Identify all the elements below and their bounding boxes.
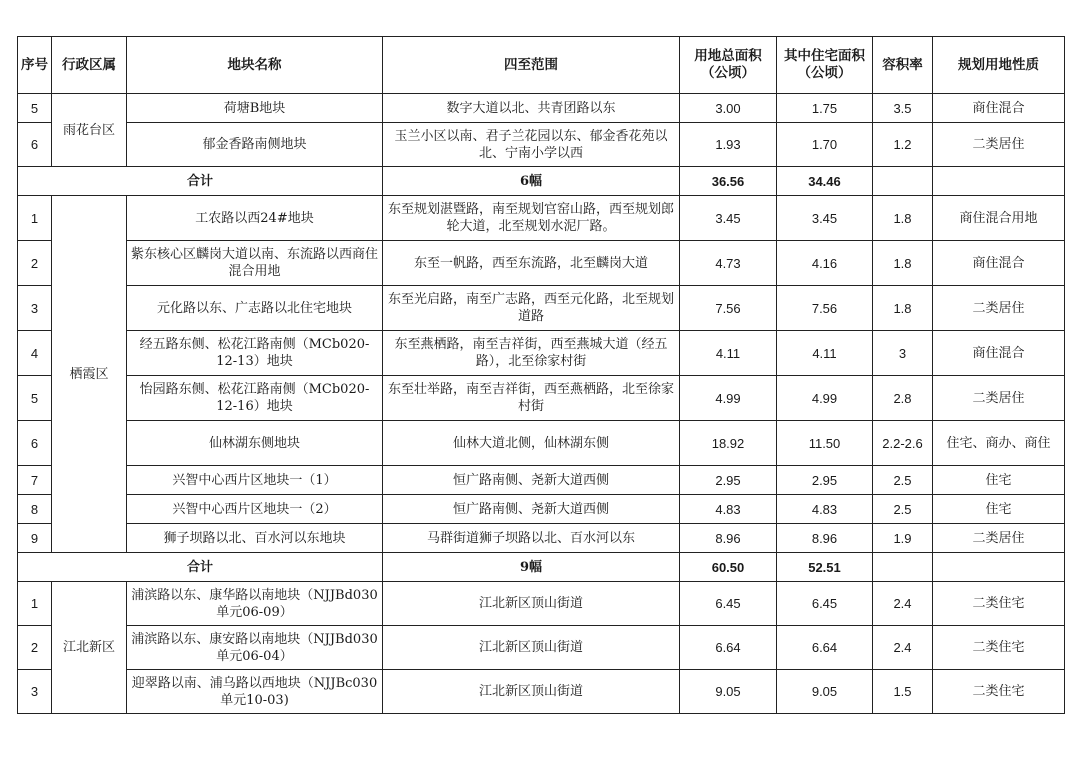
table-row [18, 466, 1065, 495]
floor-area-ratio: 3.5 [873, 94, 933, 123]
parcel-name: 狮子坝路以北、百水河以东地块 [127, 524, 383, 553]
subtotal-label: 合计 [18, 553, 383, 582]
land-use: 商住混合用地 [933, 196, 1065, 241]
land-use: 二类居住 [933, 524, 1065, 553]
residential-area: 3.45 [777, 196, 873, 241]
table-row [18, 286, 1065, 331]
subtotal-area: 36.56 [680, 167, 777, 196]
header-cell: 四至范围 [383, 37, 680, 94]
parcel-scope: 马群街道狮子坝路以北、百水河以东 [383, 524, 680, 553]
residential-area: 4.16 [777, 241, 873, 286]
parcel-scope: 仙林大道北侧，仙林湖东侧 [383, 421, 680, 466]
land-use: 住宅 [933, 495, 1065, 524]
table-row [18, 582, 1065, 626]
land-use: 二类住宅 [933, 582, 1065, 626]
residential-area: 4.99 [777, 376, 873, 421]
subtotal-area: 60.50 [680, 553, 777, 582]
land-use: 商住混合 [933, 241, 1065, 286]
parcel-name: 怡园路东侧、松花江路南侧（MCb020-12-16）地块 [127, 376, 383, 421]
parcel-scope: 江北新区顶山街道 [383, 626, 680, 670]
row-number: 8 [18, 495, 52, 524]
table-row [18, 670, 1065, 714]
table-row [18, 123, 1065, 167]
parcel-name: 郁金香路南侧地块 [127, 123, 383, 167]
row-number: 3 [18, 670, 52, 714]
row-number: 5 [18, 94, 52, 123]
land-use: 二类住宅 [933, 626, 1065, 670]
floor-area-ratio: 2.5 [873, 466, 933, 495]
parcel-name: 浦滨路以东、康安路以南地块（NJJBd030单元06-04） [127, 626, 383, 670]
row-number: 2 [18, 241, 52, 286]
empty-cell [873, 553, 933, 582]
residential-area: 6.64 [777, 626, 873, 670]
residential-area: 9.05 [777, 670, 873, 714]
row-number: 9 [18, 524, 52, 553]
subtotal-residential-area: 52.51 [777, 553, 873, 582]
floor-area-ratio: 2.4 [873, 582, 933, 626]
parcel-name: 迎翠路以南、浦乌路以西地块（NJJBc030单元10-03) [127, 670, 383, 714]
row-number: 2 [18, 626, 52, 670]
floor-area-ratio: 2.5 [873, 495, 933, 524]
residential-area: 8.96 [777, 524, 873, 553]
parcel-name: 工农路以西24#地块 [127, 196, 383, 241]
subtotal-label: 合计 [18, 167, 383, 196]
residential-area: 6.45 [777, 582, 873, 626]
parcel-scope: 恒广路南侧、尧新大道西侧 [383, 495, 680, 524]
floor-area-ratio: 1.8 [873, 196, 933, 241]
row-number: 5 [18, 376, 52, 421]
table-row [18, 94, 1065, 123]
empty-cell [933, 167, 1065, 196]
subtotal-row [18, 167, 1065, 196]
land-use: 住宅、商办、商住 [933, 421, 1065, 466]
total-area: 3.00 [680, 94, 777, 123]
parcel-name: 兴智中心西片区地块一（1） [127, 466, 383, 495]
floor-area-ratio: 2.4 [873, 626, 933, 670]
floor-area-ratio: 1.9 [873, 524, 933, 553]
parcel-scope: 江北新区顶山街道 [383, 670, 680, 714]
parcel-scope: 恒广路南侧、尧新大道西侧 [383, 466, 680, 495]
parcel-name: 元化路以东、广志路以北住宅地块 [127, 286, 383, 331]
total-area: 7.56 [680, 286, 777, 331]
parcel-name: 仙林湖东侧地块 [127, 421, 383, 466]
residential-area: 11.50 [777, 421, 873, 466]
row-number: 1 [18, 582, 52, 626]
header-cell: 序号 [18, 37, 52, 94]
district-cell: 雨花台区 [52, 94, 127, 167]
land-use: 商住混合 [933, 331, 1065, 376]
residential-area: 1.75 [777, 94, 873, 123]
subtotal-count: 9幅 [383, 553, 680, 582]
total-area: 2.95 [680, 466, 777, 495]
residential-area: 7.56 [777, 286, 873, 331]
parcel-name: 经五路东侧、松花江路南侧（MCb020-12-13）地块 [127, 331, 383, 376]
floor-area-ratio: 1.5 [873, 670, 933, 714]
parcel-name: 浦滨路以东、康华路以南地块（NJJBd030单元06-09） [127, 582, 383, 626]
total-area: 4.83 [680, 495, 777, 524]
land-use: 二类住宅 [933, 670, 1065, 714]
header-cell: 容积率 [873, 37, 933, 94]
subtotal-count: 6幅 [383, 167, 680, 196]
parcel-scope: 东至一帆路，西至东流路，北至麟岗大道 [383, 241, 680, 286]
total-area: 1.93 [680, 123, 777, 167]
total-area: 8.96 [680, 524, 777, 553]
table-row [18, 196, 1065, 241]
row-number: 1 [18, 196, 52, 241]
parcel-scope: 玉兰小区以南、君子兰花园以东、郁金香花苑以北、宁南小学以西 [383, 123, 680, 167]
floor-area-ratio: 2.8 [873, 376, 933, 421]
parcel-name: 兴智中心西片区地块一（2） [127, 495, 383, 524]
header-cell: 规划用地性质 [933, 37, 1065, 94]
subtotal-residential-area: 34.46 [777, 167, 873, 196]
empty-cell [873, 167, 933, 196]
land-parcel-table [17, 36, 1065, 714]
land-use: 二类居住 [933, 123, 1065, 167]
row-number: 6 [18, 123, 52, 167]
table-row [18, 421, 1065, 466]
parcel-scope: 东至燕栖路，南至吉祥街，西至燕城大道（经五路），北至徐家村街 [383, 331, 680, 376]
floor-area-ratio: 1.8 [873, 241, 933, 286]
header-cell: 行政区属 [52, 37, 127, 94]
floor-area-ratio: 1.2 [873, 123, 933, 167]
total-area: 6.45 [680, 582, 777, 626]
table-row [18, 626, 1065, 670]
table-row [18, 241, 1065, 286]
residential-area: 4.83 [777, 495, 873, 524]
table-header-row [18, 37, 1065, 94]
header-cell: 地块名称 [127, 37, 383, 94]
district-cell: 江北新区 [52, 582, 127, 714]
total-area: 6.64 [680, 626, 777, 670]
residential-area: 1.70 [777, 123, 873, 167]
parcel-scope: 东至壮举路，南至吉祥街，西至燕栖路，北至徐家村街 [383, 376, 680, 421]
total-area: 4.99 [680, 376, 777, 421]
parcel-scope: 东至光启路，南至广志路，西至元化路，北至规划道路 [383, 286, 680, 331]
parcel-name: 荷塘B地块 [127, 94, 383, 123]
row-number: 3 [18, 286, 52, 331]
table-row [18, 376, 1065, 421]
land-use: 二类居住 [933, 376, 1065, 421]
header-cell: 其中住宅面积（公顷） [777, 37, 873, 94]
land-use: 住宅 [933, 466, 1065, 495]
total-area: 4.11 [680, 331, 777, 376]
total-area: 3.45 [680, 196, 777, 241]
district-cell: 栖霞区 [52, 196, 127, 553]
parcel-name: 紫东核心区麟岗大道以南、东流路以西商住混合用地 [127, 241, 383, 286]
table-row [18, 524, 1065, 553]
table-row [18, 495, 1065, 524]
parcel-scope: 数字大道以北、共青团路以东 [383, 94, 680, 123]
table-row [18, 331, 1065, 376]
row-number: 4 [18, 331, 52, 376]
parcel-scope: 东至规划湛暨路，南至规划官窑山路，西至规划郎轮大道，北至规划水泥厂路。 [383, 196, 680, 241]
land-use: 商住混合 [933, 94, 1065, 123]
floor-area-ratio: 1.8 [873, 286, 933, 331]
floor-area-ratio: 2.2-2.6 [873, 421, 933, 466]
header-cell: 用地总面积（公顷） [680, 37, 777, 94]
parcel-scope: 江北新区顶山街道 [383, 582, 680, 626]
total-area: 18.92 [680, 421, 777, 466]
residential-area: 2.95 [777, 466, 873, 495]
empty-cell [933, 553, 1065, 582]
total-area: 9.05 [680, 670, 777, 714]
land-use: 二类居住 [933, 286, 1065, 331]
residential-area: 4.11 [777, 331, 873, 376]
floor-area-ratio: 3 [873, 331, 933, 376]
total-area: 4.73 [680, 241, 777, 286]
row-number: 6 [18, 421, 52, 466]
subtotal-row [18, 553, 1065, 582]
row-number: 7 [18, 466, 52, 495]
